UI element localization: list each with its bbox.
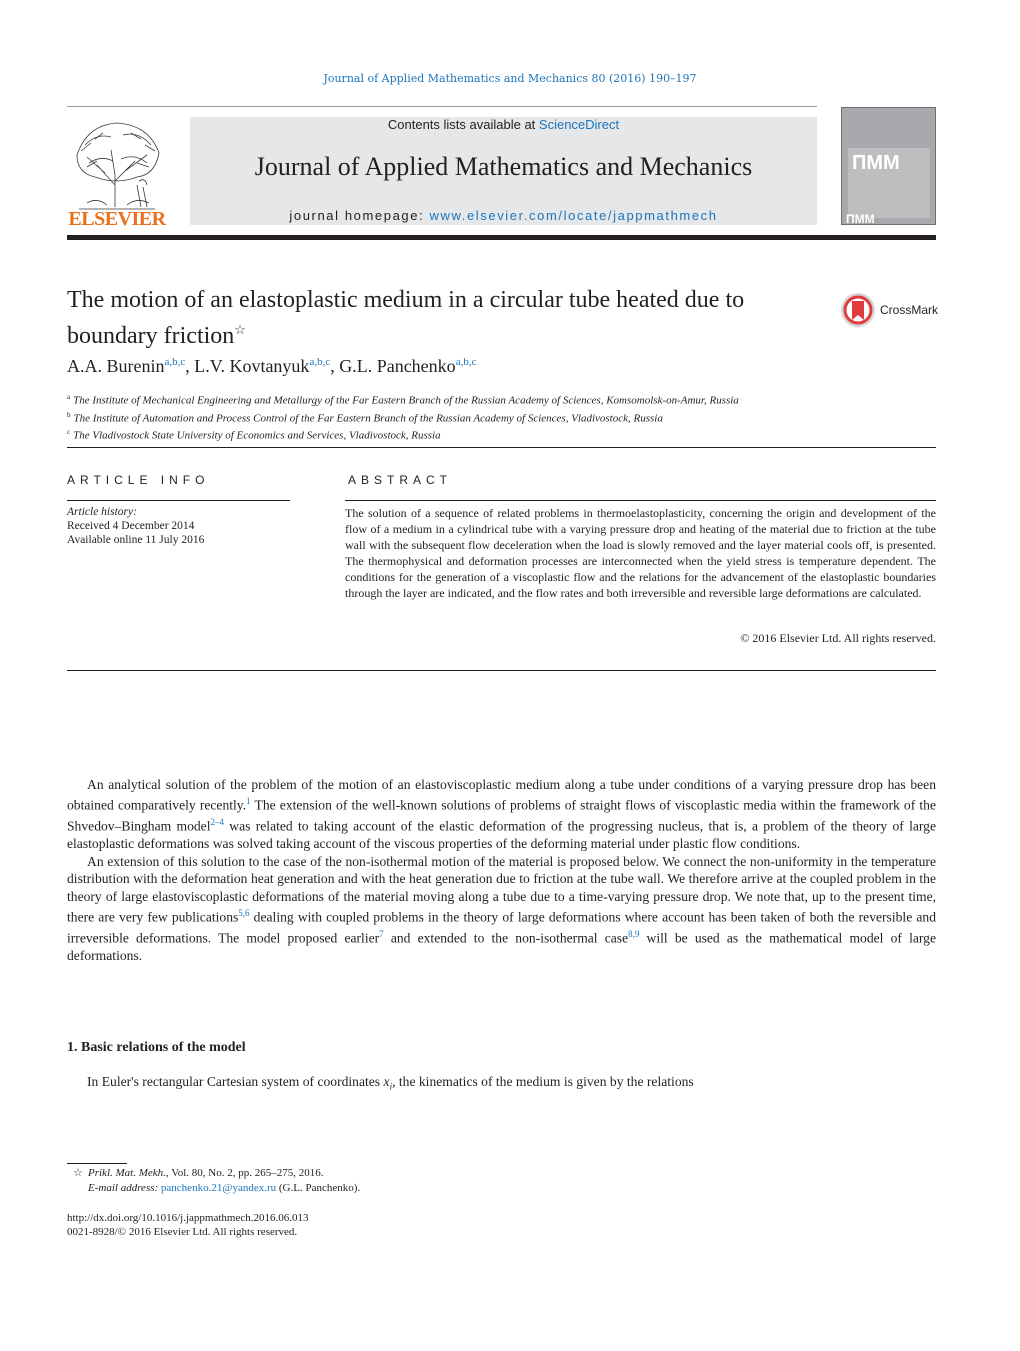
article-history (67, 505, 204, 547)
author-affiliation-marks[interactable]: a,b,c (164, 356, 186, 368)
affiliation-mark: a (67, 393, 71, 401)
introduction-body (67, 776, 936, 964)
email-owner: (G.L. Panchenko). (276, 1182, 361, 1194)
author-separator: , (185, 356, 195, 376)
journal-ref: Prikl. Mat. Mekh. (88, 1167, 166, 1179)
header-top-rule (67, 106, 817, 107)
header-thick-rule (67, 235, 936, 240)
journal-cover-thumbnail[interactable] (841, 107, 936, 225)
p2-text-c: and extended to the non-isothermal case (383, 930, 629, 946)
section-1-text (87, 1074, 694, 1092)
abstract-rule (345, 500, 936, 501)
affiliation-text: The Vladivostock State University of Economics and Services, Vladivostock, Russia (73, 429, 441, 442)
sciencedirect-link[interactable]: ScienceDirect (538, 117, 620, 132)
author-name: L.V. Kovtanyuk (194, 356, 310, 376)
received-date: Received 4 December 2014 (67, 520, 195, 532)
affiliations-rule (67, 447, 936, 448)
author-name: A.A. Burenin (67, 356, 165, 376)
journal-citation[interactable]: Journal of Applied Mathematics and Mechanics 80 (2016) 190–197 (323, 72, 697, 85)
article-info-heading: ARTICLE INFO (67, 473, 210, 487)
article-title-text: The motion of an elastoplastic medium in a circular tube heated due to boundary friction (67, 287, 745, 349)
doi-link[interactable]: http://dx.doi.org/10.1016/j.jappmathmech.2016.06.013 (67, 1212, 309, 1224)
elsevier-wordmark: ELSEVIER (68, 208, 166, 230)
footnote-journal (88, 1167, 323, 1179)
article-title (67, 285, 817, 351)
cover-title: ПММ (852, 152, 900, 174)
ref-8-9[interactable]: 8,9 (628, 928, 640, 939)
title-footnote-mark[interactable]: ☆ (234, 322, 246, 337)
cover-bottom-title: ПММ (846, 212, 875, 226)
p2-text-d: will be used as the mathematical model of large deformations. (67, 930, 936, 963)
ref-5-6[interactable]: 5,6 (238, 907, 250, 918)
crossmark-label: CrossMark (880, 303, 939, 317)
coordinate-variable: x (383, 1074, 390, 1089)
affiliation-item (67, 408, 739, 426)
p2-text-b: dealing with coupled problems in the theory of large deformations where account has been taken of both the reversible and irreversible deformations. The model proposed earlier (67, 909, 936, 946)
homepage-prefix: journal homepage: (289, 208, 430, 223)
issn-copyright: 0021-8928/© 2016 Elsevier Ltd. All rights reserved. (67, 1226, 298, 1238)
paragraph-2 (67, 853, 936, 965)
coordinate-subscript: i (389, 1081, 393, 1092)
author-affiliation-marks[interactable]: a,b,c (455, 356, 477, 368)
section-1-text-a: In Euler's rectangular Cartesian system of coordinates (87, 1074, 384, 1089)
author-name: G.L. Panchenko (339, 356, 456, 376)
affiliation-list (67, 390, 739, 443)
author-list (67, 356, 476, 377)
p1-text-c: was related to taking account of the elastic deformation of the progressing nucleus, that is, a problem of the theory of large elastoplastic deformations was solved taking account of the viscous properties of the deforming material under plastic flow conditions. (67, 818, 936, 852)
article-info-rule (67, 500, 290, 501)
affiliation-mark: b (67, 410, 71, 419)
section-1-heading: 1. Basic relations of the model (67, 1040, 246, 1055)
journal-homepage (190, 208, 817, 223)
email-label: E-mail address: (88, 1182, 159, 1194)
affiliation-item (67, 390, 739, 408)
footnote-star (73, 1166, 83, 1179)
p2-text-a: An extension of this solution to the case of the non-isothermal motion of the material is proposed below. We connect the non-uniformity in the temperature distribution with the deformation heat generation and with the heat generation due to friction at the tube wall. We therefore arrive at the coupled problem in the theory of large elastoviscoplastic deformations of the material moving along a tube due to a time-varying pressure drop. We note that, up to the present time, there are very few publications (67, 853, 936, 925)
history-label: Article history: (67, 506, 137, 518)
footnote-rule (67, 1163, 127, 1164)
affiliation-item (67, 425, 739, 443)
section-1-text-b: , the kinematics of the medium is given by the relations (392, 1074, 694, 1089)
homepage-link[interactable]: www.elsevier.com/locate/jappmathmech (429, 208, 718, 223)
contents-prefix: Contents lists available at (387, 117, 539, 132)
abstract-text: The solution of a sequence of related problems in thermoelastoplasticity, concerning the origin and development of the flow of a medium in a cylindrical tube with a varying pressure drop and heating of the material due to friction at the tube wall with the subsequent flow deceleration when the load is slowly removed and the layer material cools off, is presented. The thermophysical and deformation processes are interconnected when the yield stress is temperature dependent. The conditions for the generation of a viscoplastic flow and the relations for the advancement of the elastoplastic boundaries through the layer are indicated, and the flow rates and both irreversible and reversible large deformations are calculated. (345, 506, 936, 600)
affiliation-mark: c (67, 428, 71, 437)
ref-1[interactable]: 1 (246, 796, 251, 807)
available-date: Available online 11 July 2016 (67, 534, 205, 546)
author-separator: , (330, 356, 340, 376)
affiliation-text: The Institute of Mechanical Engineering and Metallurgy of the Far Eastern Branch of the Russian Academy of Sciences, Komsomolsk-on-Amur, Russia (73, 394, 739, 407)
ref-2-4[interactable]: 2–4 (210, 817, 224, 828)
ref-7[interactable]: 7 (379, 928, 384, 939)
footnote-star-mark: ☆ (73, 1167, 83, 1179)
affiliation-text: The Institute of Automation and Process Control of the Far Eastern Branch of the Russian Academy of Sciences, Vladivostock, Russia (73, 412, 663, 425)
email-link[interactable]: panchenko.21@yandex.ru (160, 1182, 277, 1194)
abstract-copyright: © 2016 Elsevier Ltd. All rights reserved. (740, 631, 936, 645)
author-affiliation-marks[interactable]: a,b,c (309, 356, 331, 368)
p1-text-b: The extension of the well-known solutions of problems of straight flows of viscoplastic media within the framework of the Shvedov–Bingham model (67, 797, 936, 834)
p1-text-a: An analytical solution of the problem of the motion of an elastoviscoplastic medium along a tube under conditions of a varying pressure drop has been obtained comparatively recently. (67, 777, 936, 813)
contents-line (190, 117, 817, 132)
journal-name: Journal of Applied Mathematics and Mechanics (254, 152, 753, 181)
abstract-heading: ABSTRACT (348, 473, 453, 487)
footnote-email (88, 1182, 360, 1194)
paragraph-1 (67, 776, 936, 853)
abstract-bottom-rule (67, 670, 936, 671)
journal-ref-details: , Vol. 80, No. 2, pp. 265–275, 2016. (165, 1167, 324, 1179)
